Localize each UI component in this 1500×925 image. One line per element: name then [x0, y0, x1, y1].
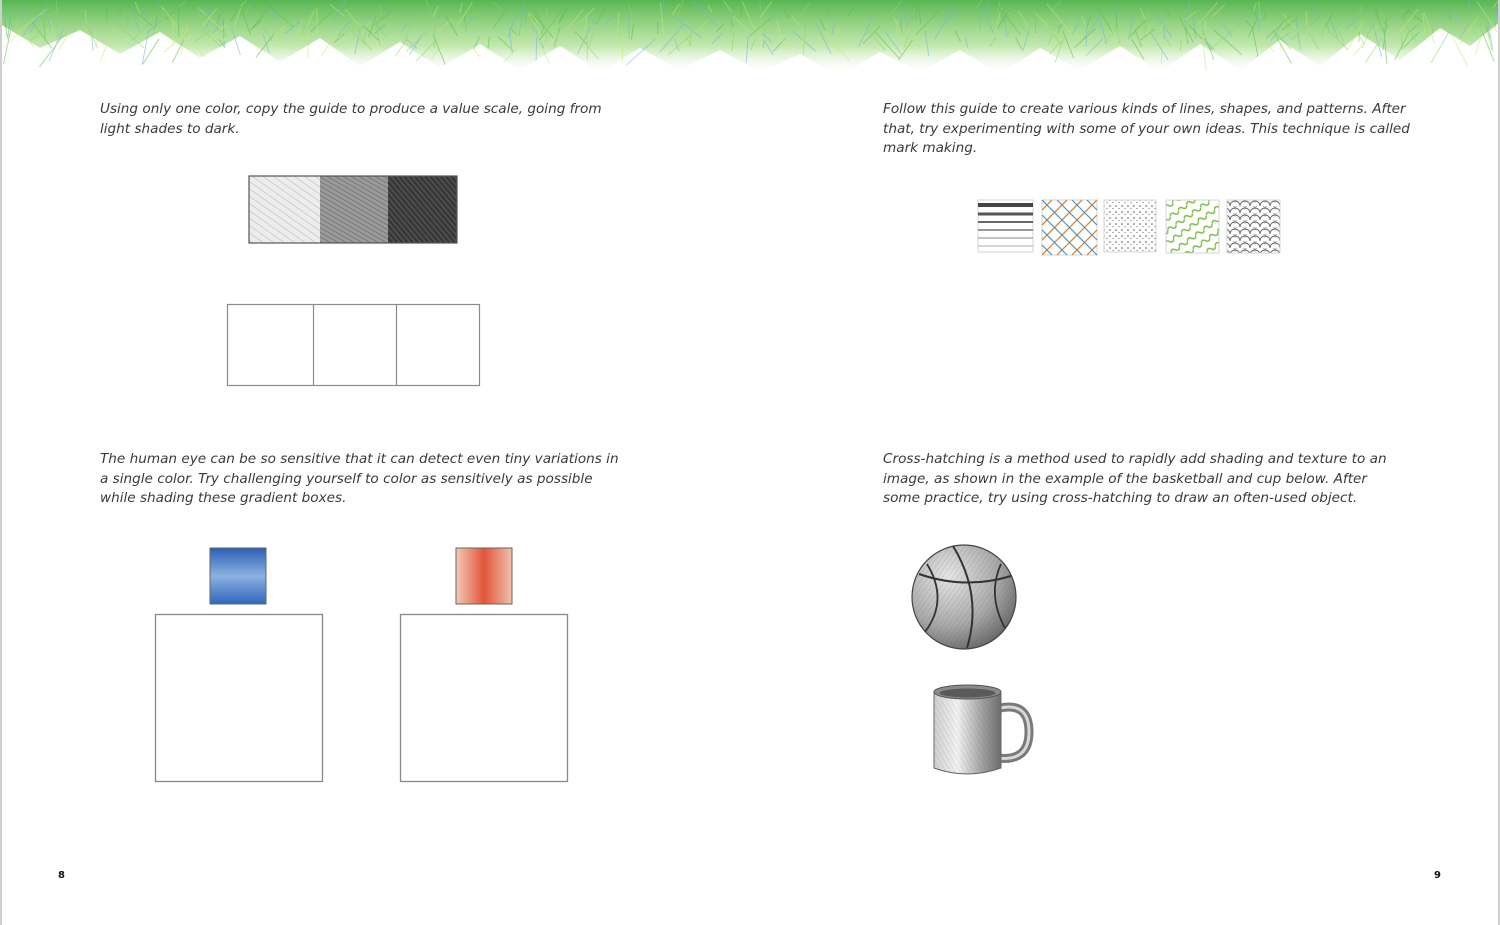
value-scale-example [240, 168, 470, 253]
crayon-band-decoration [0, 0, 1500, 80]
mark-making-examples [970, 192, 1290, 262]
mug-illustration [925, 680, 1040, 785]
stipple-dots-swatch [1104, 200, 1156, 252]
gradient-instruction: The human eye can be so sensitive that it can detect even tiny variations in a single color. Try challenging yourself to color as sensitively as possible while shading these gradient boxes. [100, 451, 619, 506]
wavy-green-swatch [1166, 200, 1219, 253]
red-gradient-swatch [448, 540, 528, 612]
value-scale-practice-boxes [222, 298, 487, 393]
red-gradient-practice-box [395, 608, 575, 788]
value-swatch-dark [388, 176, 457, 243]
value-scale-instruction: Using only one color, copy the guide to produce a value scale, going from light shades to dark. [100, 101, 602, 137]
crosshatch-color-swatch [1042, 200, 1097, 255]
cross-hatching-instruction: Cross-hatching is a method used to rapidly add shading and texture to an image, as shown in the example of the basketball and cup below. After some practice, try using cross-hatching to draw an often-used object. [883, 451, 1387, 506]
scallop-pattern-swatch [1227, 200, 1280, 253]
page-number-right: 9 [1434, 870, 1441, 881]
basketball-illustration [905, 540, 1025, 655]
value-swatch-medium [320, 176, 389, 243]
page-number-left: 8 [58, 870, 65, 881]
lines-pattern-swatch [978, 200, 1033, 252]
mark-making-instruction: Follow this guide to create various kinds of lines, shapes, and patterns. After that, try experimenting with some of your own ideas. This technique is called mark making. [883, 101, 1410, 156]
blue-gradient-swatch [200, 540, 280, 612]
value-swatch-light [249, 176, 321, 243]
page-edge-left [0, 0, 2, 925]
blue-gradient-practice-box [150, 608, 330, 788]
